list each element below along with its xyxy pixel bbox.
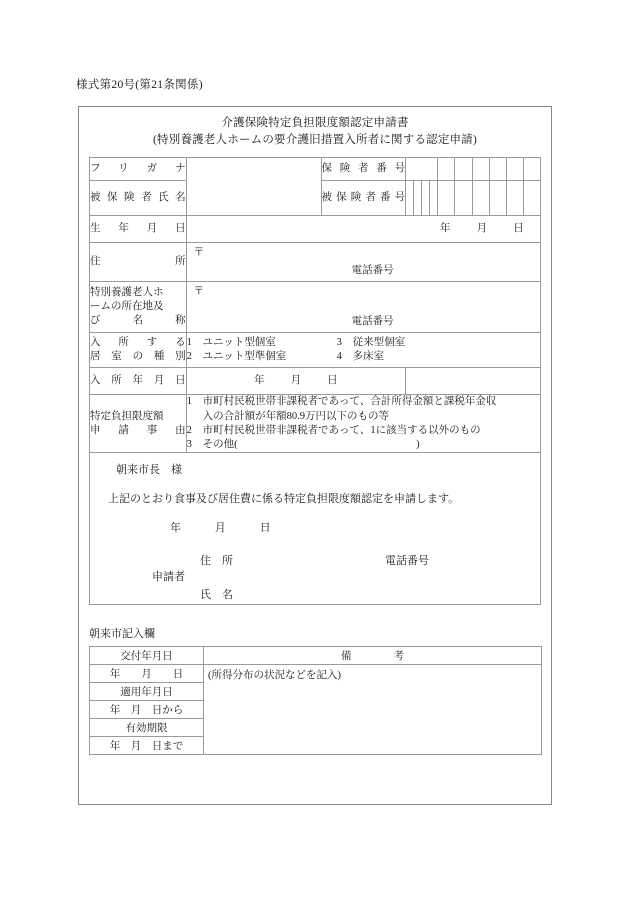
insured-number-cell[interactable]	[414, 181, 422, 216]
facility-label-line3: び名称	[90, 315, 186, 327]
issue-date-label: 交付年月日	[90, 646, 204, 664]
room-option-3[interactable]	[337, 336, 406, 350]
room-type-options	[186, 333, 540, 368]
row-facility	[90, 282, 541, 333]
insured-number-cell[interactable]	[406, 181, 414, 216]
admission-date-label: 入所年月日	[90, 368, 187, 395]
apply-date-value[interactable]: 年 月 日から	[90, 700, 204, 718]
reason-option-2-number: 2	[186, 424, 192, 436]
room-option-2-number: 2	[186, 351, 192, 363]
birth-day-label: 日	[513, 223, 524, 235]
room-type-label-line1: 入所する	[90, 337, 186, 349]
insurer-number-blank	[406, 158, 438, 181]
room-option-4-number: 4	[336, 351, 342, 363]
municipal-row-issue-header	[90, 646, 542, 664]
facility-label	[90, 282, 187, 333]
applicant-name-label: 氏 名	[200, 588, 233, 601]
form-number: 様式第20号(第21条関係)	[76, 79, 203, 91]
room-type-label-line2: 居室の種別	[90, 351, 186, 363]
address-tel-label: 電話番号	[351, 265, 394, 277]
birth-month-label: 月	[476, 223, 488, 235]
page-title: 介護保険特定負担限度額認定申請書	[221, 117, 409, 129]
insurer-number-cell[interactable]	[472, 158, 489, 181]
reason-option-1-label: 市町村民税世帯非課税者であって、合計所得金額と課税年金収	[202, 396, 497, 408]
declaration-date-line[interactable]: 年 月 日	[170, 521, 271, 534]
row-address	[90, 243, 541, 282]
applicant-label: 申請者	[152, 570, 185, 583]
reason-label-line2: 申請事由	[90, 424, 186, 436]
declaration-statement: 上記のとおり食事及び居住費に係る特定負担限度額認定を申請します。	[108, 492, 460, 505]
facility-label-line1: 特別養護老人ホ	[90, 287, 164, 299]
insured-number-cell[interactable]	[438, 181, 455, 216]
admission-month-label: 月	[290, 375, 302, 387]
reason-option-3[interactable]	[187, 438, 540, 452]
admission-date-value[interactable]	[186, 368, 405, 395]
declaration-addressee: 朝来市長 様	[116, 464, 182, 477]
reason-options	[186, 395, 540, 453]
declaration-cell	[90, 453, 541, 605]
insured-number-cell[interactable]	[430, 181, 438, 216]
reason-option-2[interactable]	[187, 424, 540, 438]
remarks-note[interactable]: (所得分布の状況などを記入)	[204, 664, 542, 754]
apply-date-label: 適用年月日	[90, 682, 204, 700]
insurer-number-cell[interactable]	[438, 158, 455, 181]
postal-mark-icon: 〒	[193, 247, 205, 259]
remarks-label: 備 考	[204, 646, 542, 664]
postal-mark-icon: 〒	[193, 286, 205, 298]
reason-option-2-label: 市町村民税世帯非課税者であって、1に該当する以外のもの	[202, 424, 481, 436]
page-subtitle: (特別養護老人ホームの要介護旧措置入所者に関する認定申請)	[153, 133, 477, 146]
applicant-tel-label: 電話番号	[385, 554, 429, 567]
birth-date-label: 生年月日	[90, 216, 187, 243]
title-block	[79, 107, 551, 148]
room-option-2[interactable]	[187, 350, 337, 364]
insured-number-cell[interactable]	[422, 181, 430, 216]
admission-date-extra	[406, 368, 541, 395]
room-option-1-label: ユニット型個室	[202, 337, 276, 349]
insured-name-label: 被保険者氏名	[90, 181, 187, 216]
insured-number-cell[interactable]	[523, 181, 540, 216]
facility-tel-label: 電話番号	[351, 316, 394, 328]
room-option-4-label: 多床室	[352, 351, 385, 363]
insured-number-label: 被保険者番号	[321, 181, 406, 216]
reason-option-1-number: 1	[186, 396, 192, 408]
municipal-table	[89, 646, 542, 755]
room-option-4[interactable]	[337, 350, 385, 364]
room-option-1[interactable]	[187, 336, 337, 350]
applicant-address-label: 住 所	[200, 554, 233, 567]
row-declaration	[90, 453, 541, 605]
reason-option-3-number: 3	[186, 438, 192, 450]
reason-label	[90, 395, 187, 453]
insured-number-cell[interactable]	[455, 181, 472, 216]
reason-option-1-cont	[187, 410, 540, 424]
insurer-number-cell[interactable]	[489, 158, 506, 181]
room-option-1-number: 1	[186, 337, 192, 349]
insurer-number-cell[interactable]	[506, 158, 523, 181]
room-type-label	[90, 333, 187, 368]
address-value[interactable]	[186, 243, 540, 282]
reason-option-1-cont-label: 入の合計額が年額80.9万円以下のもの等	[202, 410, 390, 422]
insurer-number-label: 保険者番号	[321, 158, 406, 181]
facility-label-line2: ームの所在地及	[90, 301, 164, 313]
insured-number-cell[interactable]	[489, 181, 506, 216]
facility-value[interactable]	[186, 282, 540, 333]
room-option-3-number: 3	[336, 337, 342, 349]
row-reason	[90, 395, 541, 453]
row-room-type	[90, 333, 541, 368]
reason-option-1[interactable]	[187, 395, 540, 409]
municipal-row-issue-value	[90, 664, 542, 682]
reason-option-3-label: その他( )	[202, 438, 420, 450]
declaration-block	[90, 453, 540, 604]
form-page-frame	[78, 106, 552, 805]
insured-number-cell[interactable]	[506, 181, 523, 216]
municipal-section-heading: 朝来市記入欄	[89, 627, 155, 640]
row-furigana	[90, 158, 541, 181]
reason-option-1-cont-number	[187, 410, 203, 424]
furigana-label: フリガナ	[90, 158, 187, 181]
birth-date-value[interactable]	[186, 216, 540, 243]
admission-day-label: 日	[327, 375, 338, 387]
room-option-3-label: 従来型個室	[352, 337, 406, 349]
valid-period-label: 有効期限	[90, 718, 204, 736]
birth-year-label: 年	[439, 223, 451, 235]
insured-number-cell[interactable]	[472, 181, 489, 216]
insurer-number-cell[interactable]	[455, 158, 472, 181]
reason-label-line1: 特定負担限度額	[90, 410, 164, 422]
room-option-2-label: ユニット型準個室	[202, 351, 287, 363]
name-value-cell[interactable]	[186, 158, 321, 216]
insurer-number-cell[interactable]	[523, 158, 540, 181]
row-birth-date	[90, 216, 541, 243]
applicant-block	[90, 552, 540, 604]
application-table	[89, 157, 541, 604]
admission-year-label: 年	[254, 375, 265, 387]
valid-period-value[interactable]: 年 月 日まで	[90, 736, 204, 754]
row-admission-date	[90, 368, 541, 395]
issue-date-value[interactable]: 年 月 日	[90, 664, 204, 682]
address-label: 住所	[90, 243, 187, 282]
